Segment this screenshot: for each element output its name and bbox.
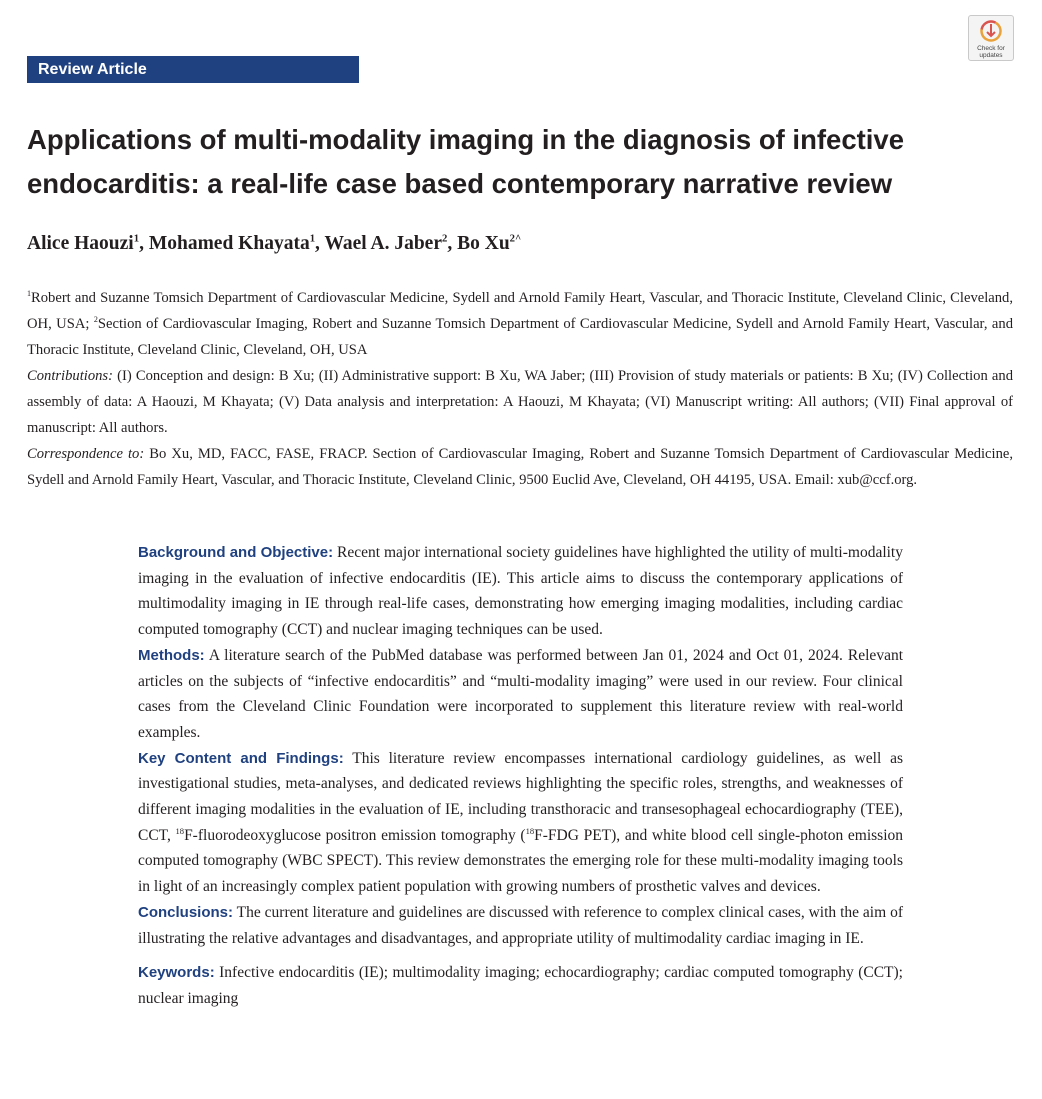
author-list: Alice Haouzi$^1$, Mohamed Khayata$^1$, Wael A. Jaber$^2$, Bo $Xu^{2\^{}}$ xyxy=(27,232,522,254)
article-metadata xyxy=(27,285,1013,493)
check-updates-label: Check for updates xyxy=(977,45,1005,59)
affiliations: $^1$Robert and Suzanne Tomsich Department of Cardiovascular Medicine, Sydell and Arnold Family Heart, Vascular, and Thoracic Institute, Cleveland Clinic, Cleveland, OH, USA; $^2$Section of Cardiovascular Imaging, Robert and Suzanne Tomsich Department of Cardiovascular Medicine, Sydell and Arnold Family Heart, Vascular, and Thoracic Institute, Cleveland Clinic, Cleveland, OH, USA xyxy=(27,289,1013,358)
article-title: Applications of multi-modality imaging in the diagnosis of infective endocarditis: a real-life case based contemporary narrative review xyxy=(27,124,905,199)
keywords: Keywords: Infective endocarditis (IE); multimodality imaging; echocardiography; cardiac computed tomography (CCT); nuclear imaging xyxy=(138,964,903,1007)
check-updates-icon xyxy=(980,20,1002,44)
author-name: Alice Haouzi xyxy=(27,233,134,254)
author-name: Mohamed Khayata xyxy=(148,233,310,254)
author-name: Bo Xu xyxy=(457,233,510,254)
correspondence: Correspondence to: Bo Xu, MD, FACC, FASE, FRACP. Section of Cardiovascular Imaging, Robert and Suzanne Tomsich Department of Cardiovascular Medicine, Sydell and Arnold Family Heart, Vascular, and Thoracic Institute, Cleveland Clinic, 9500 Euclid Ave, Cleveland, OH 44195, USA. Email: xub@ccf.org. xyxy=(27,446,1013,488)
abstract-findings: Key Content and Findings: This literature review encompasses international cardiology guidelines, as well as investigational studies, meta-analyses, and dedicated reviews highlighting the specific roles, strengths, and weaknesses of different imaging modalities in the evaluation of IE, including transthoracic and transesophageal echocardiography (TEE), CCT, $^{18}$F-fluorodeoxyglucose positron emission tomography ($^{18}$F-FDG PET), and white blood cell single-photon emission computed tomography (WBC SPECT). This review demonstrates the emerging role for these multi-modality imaging tools in light of an increasingly complex patient population with growing numbers of prosthetic valves and devices. xyxy=(138,749,904,896)
abstract xyxy=(138,540,903,1012)
abstract-methods: Methods: A literature search of the PubMed database was performed between Jan 01, 2024 and Oct 01, 2024. Relevant articles on the subjects of “infective endocarditis” and “multi-modality imaging” were used in our review. Four clinical cases from the Cleveland Clinic Foundation were incorporated to supplement this literature review with real-world examples. xyxy=(138,646,903,741)
author-name: Wael A. Jaber xyxy=(324,233,442,254)
abstract-conclusions: Conclusions: The current literature and guidelines are discussed with reference to complex clinical cases, with the aim of illustrating the relative advantages and disadvantages, and appropriate utility of multimodality cardiac imaging in IE. xyxy=(138,903,903,947)
contributions: Contributions: (I) Conception and design: B Xu; (II) Administrative support: B Xu, WA Jaber; (III) Provision of study materials or patients: B Xu; (IV) Collection and assembly of data: A Haouzi, M Khayata; (V) Data analysis and interpretation: A Haouzi, M Khayata; (VI) Manuscript writing: All authors; (VII) Final approval of manuscript: All authors. xyxy=(27,368,1013,436)
abstract-background: Background and Objective: Recent major international society guidelines have highlighted the utility of multi-modality imaging in the evaluation of infective endocarditis (IE). This article aims to discuss the contemporary applications of multimodality imaging in IE through real-life cases, demonstrating how emerging imaging modalities, including cardiac computed tomography (CCT) and nuclear imaging techniques can be used. xyxy=(138,544,903,639)
article-type-badge: Review Article xyxy=(27,56,359,83)
check-for-updates-button[interactable] xyxy=(968,15,1014,61)
